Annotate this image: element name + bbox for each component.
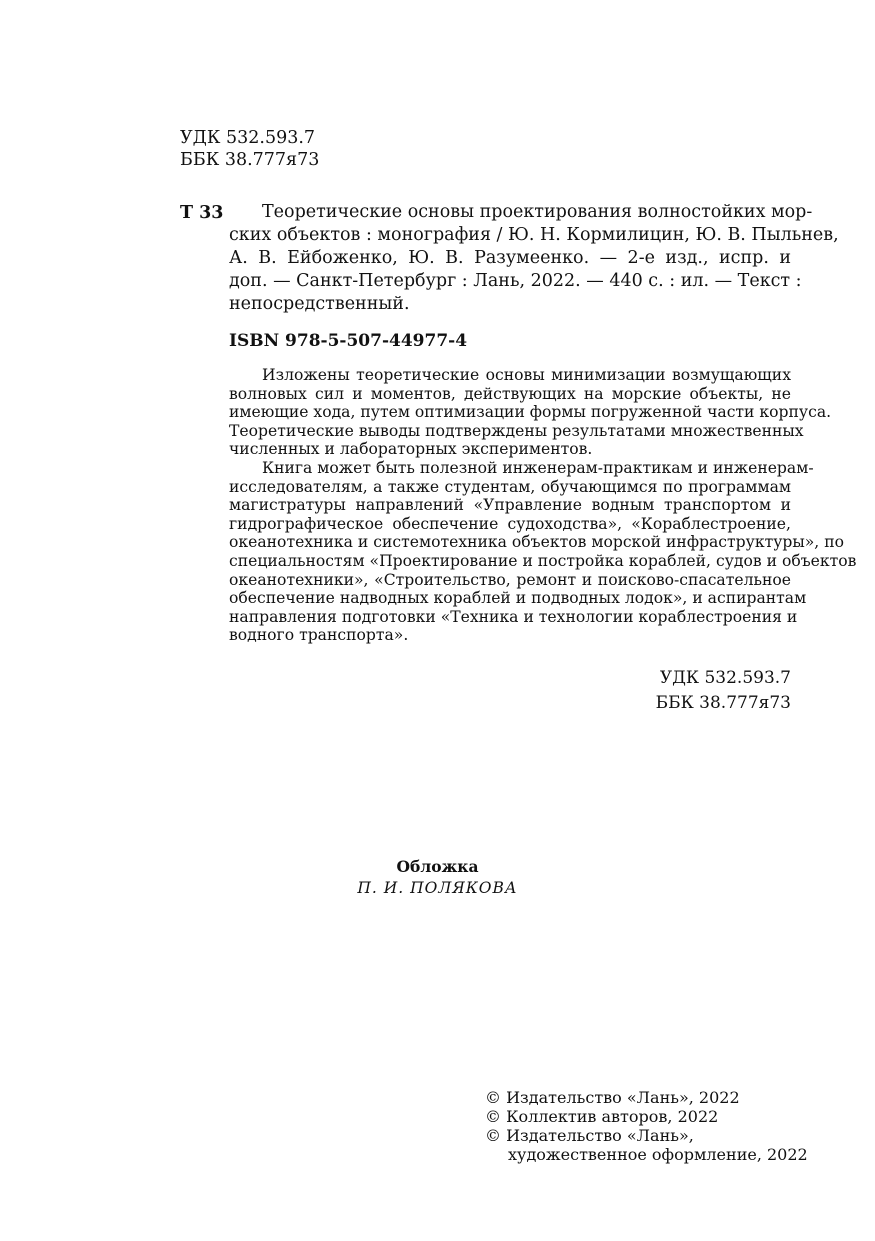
abstract-line: Теоретические выводы подтверждены результатами множественных <box>229 421 804 440</box>
cover-designer: П. И. ПОЛЯКОВА <box>357 879 518 897</box>
bib-line: ских объектов : монография / Ю. Н. Кормилицин, Ю. В. Пыльнев, <box>229 225 839 245</box>
bib-line: доп. — Санкт-Петербург : Лань, 2022. — 440 с. : ил. — Текст : <box>229 271 802 291</box>
abstract-line: волновых сил и моментов, действующих на морские объекты, не <box>229 384 791 403</box>
abstract-line: гидрографическое обеспечение судоходства», «Кораблестроение, <box>229 514 791 533</box>
header-bbk: ББК 38.777я73 <box>180 150 320 170</box>
header-udk: УДК 532.593.7 <box>180 128 316 148</box>
bib-line: Теоретические основы проектирования волностойких мор- <box>262 202 813 222</box>
abstract-line: океанотехники», «Строительство, ремонт и поисково-спасательное <box>229 570 791 589</box>
abstract-line: Книга может быть полезной инженерам-практикам и инженерам- <box>262 458 814 477</box>
abstract-line: направления подготовки «Техника и технологии кораблестроения и <box>229 607 798 626</box>
copyright-block <box>485 1088 808 1164</box>
abstract-line: Изложены теоретические основы минимизации возмущающих <box>262 366 791 384</box>
abstract-line: исследователям, а также студентам, обучающимся по программам <box>229 477 791 496</box>
bib-line: непосредственный. <box>229 294 410 314</box>
copyright-line: © Издательство «Лань», 2022 <box>485 1088 740 1107</box>
cover-label: Обложка <box>396 857 479 876</box>
author-sign-code: Т 33 <box>180 203 224 223</box>
copyright-line: художественное оформление, 2022 <box>508 1145 808 1164</box>
bib-line: А. В. Ейбоженко, Ю. В. Разумеенко. — 2-е изд., испр. и <box>229 248 791 268</box>
isbn: ISBN 978-5-507-44977-4 <box>229 331 468 351</box>
classification-bbk: ББК 38.777я73 <box>655 693 791 713</box>
abstract-line: магистратуры направлений «Управление водным транспортом и <box>229 496 791 515</box>
abstract-line: водного транспорта». <box>229 626 409 645</box>
abstract-line: численных и лабораторных экспериментов. <box>229 440 593 459</box>
classification-udk: УДК 532.593.7 <box>659 668 791 688</box>
copyright-line: © Коллектив авторов, 2022 <box>485 1107 719 1126</box>
abstract-line: специальностям «Проектирование и постройка кораблей, судов и объектов <box>229 551 857 570</box>
abstract-line: обеспечение надводных кораблей и подводных лодок», и аспирантам <box>229 589 807 608</box>
abstract-line: океанотехника и системотехника объектов морской инфраструктуры», по <box>229 533 845 552</box>
copyright-line: © Издательство «Лань», <box>485 1126 694 1145</box>
abstract-line: имеющие хода, путем оптимизации формы погруженной части корпуса. <box>229 403 832 422</box>
bibliographic-record <box>229 201 839 316</box>
abstract <box>229 366 857 645</box>
